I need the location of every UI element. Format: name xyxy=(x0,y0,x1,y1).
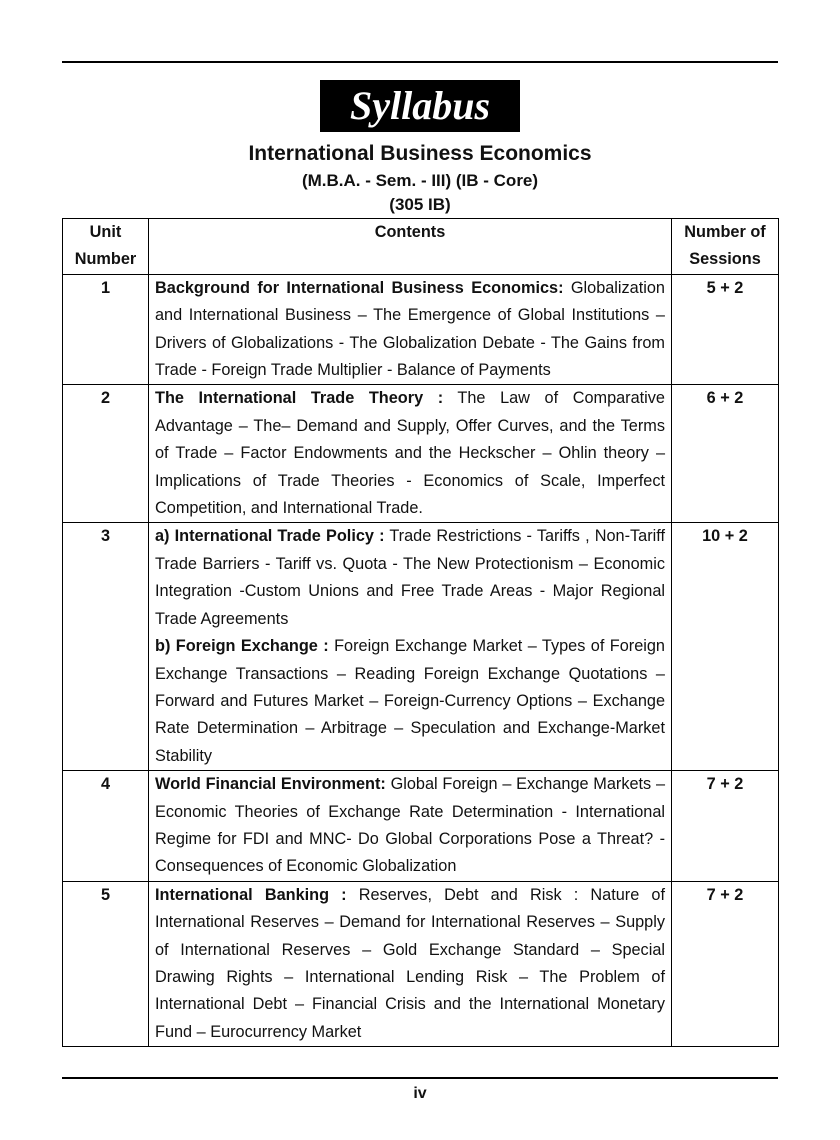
unit-number: 4 xyxy=(63,771,149,882)
session-count: 10 + 2 xyxy=(672,523,779,771)
content-paragraph xyxy=(155,385,665,522)
table-row xyxy=(63,274,779,385)
table-row xyxy=(63,523,779,771)
table-row xyxy=(63,881,779,1046)
content-paragraph xyxy=(155,523,665,633)
course-code: (305 IB) xyxy=(389,195,451,214)
topic-text: The Law of Comparative Advantage – The– Demand and Supply, Offer Curves, and the Terms of Trade – Factor Endowments and the Heckscher – Ohlin theory – Implications of Trade Theories - Economics of Scale, Imperfect Competition, and International Trade. xyxy=(155,389,665,518)
topic-heading: International Banking : xyxy=(155,885,347,904)
unit-number: 3 xyxy=(63,523,149,771)
topic-heading: Background for International Business Economics: xyxy=(155,278,564,297)
session-count: 7 + 2 xyxy=(672,881,779,1046)
unit-contents xyxy=(149,274,672,385)
unit-contents xyxy=(149,881,672,1046)
content-paragraph xyxy=(155,771,665,881)
table-header-row xyxy=(63,219,779,275)
topic-text: Foreign Exchange Market – Types of Foreign Exchange Transactions – Reading Foreign Exchange Quotations – Forward and Futures Market – Foreign-Currency Options – Exchange Rate Determination – Arbitrage – Speculation and Exchange-Market Stability xyxy=(155,637,665,765)
syllabus-table xyxy=(62,218,779,1047)
sessions-header-line2: Sessions xyxy=(689,250,761,269)
course-title: International Business Economics xyxy=(248,142,592,165)
unit-number-header xyxy=(63,219,149,275)
topic-heading: World Financial Environment: xyxy=(155,775,386,794)
session-count: 7 + 2 xyxy=(672,771,779,882)
syllabus-banner: Syllabus xyxy=(320,80,520,132)
content-paragraph xyxy=(155,275,665,385)
unit-contents xyxy=(149,771,672,882)
session-count: 6 + 2 xyxy=(672,385,779,523)
sessions-header xyxy=(672,219,779,275)
topic-heading: b) Foreign Exchange : xyxy=(155,637,329,656)
unit-number: 5 xyxy=(63,881,149,1046)
session-count: 5 + 2 xyxy=(672,274,779,385)
topic-text: Trade Restrictions - Tariffs , Non-Tariff Trade Barriers - Tariff vs. Quota - The New Protectionism – Economic Integration -Custom Unions and Free Trade Areas - Major Regional Trade Agreements xyxy=(155,527,665,628)
topic-heading: a) International Trade Policy : xyxy=(155,527,385,546)
content-paragraph xyxy=(155,882,665,1046)
course-subtitle: (M.B.A. - Sem. - III) (IB - Core) xyxy=(301,171,539,190)
table-row xyxy=(63,385,779,523)
table-row xyxy=(63,771,779,882)
contents-header: Contents xyxy=(149,219,672,275)
top-rule xyxy=(62,61,778,63)
unit-number: 1 xyxy=(63,274,149,385)
content-paragraph xyxy=(155,633,665,770)
sessions-header-line1: Number of xyxy=(684,223,766,241)
bottom-rule xyxy=(62,1077,778,1079)
unit-header-line1: Unit xyxy=(89,223,122,241)
unit-number: 2 xyxy=(63,385,149,523)
topic-text: Global Foreign – Exchange Markets – Economic Theories of Exchange Rate Determination - International Regime for FDI and MNC- Do Global Corporations Pose a Threat? - Consequences of Economic Globalization xyxy=(155,775,665,876)
unit-contents xyxy=(149,523,672,771)
topic-heading: The International Trade Theory : xyxy=(155,389,444,408)
page-number: iv xyxy=(413,1085,427,1102)
topic-text: Reserves, Debt and Risk : Nature of International Reserves – Demand for International Reserves – Supply of International Reserves – Gold Exchange Standard – Special Drawing Rights – International Lending Risk – The Problem of International Debt – Financial Crisis and the International Monetary Fund – Eurocurrency Market xyxy=(155,885,665,1041)
unit-header-line2: Number xyxy=(74,250,137,269)
unit-contents xyxy=(149,385,672,523)
topic-text: Globalization and International Business – The Emergence of Global Institutions – Drivers of Globalizations - The Globalization Debate - The Gains from Trade - Foreign Trade Multiplier - Balance of Payments xyxy=(155,278,665,380)
